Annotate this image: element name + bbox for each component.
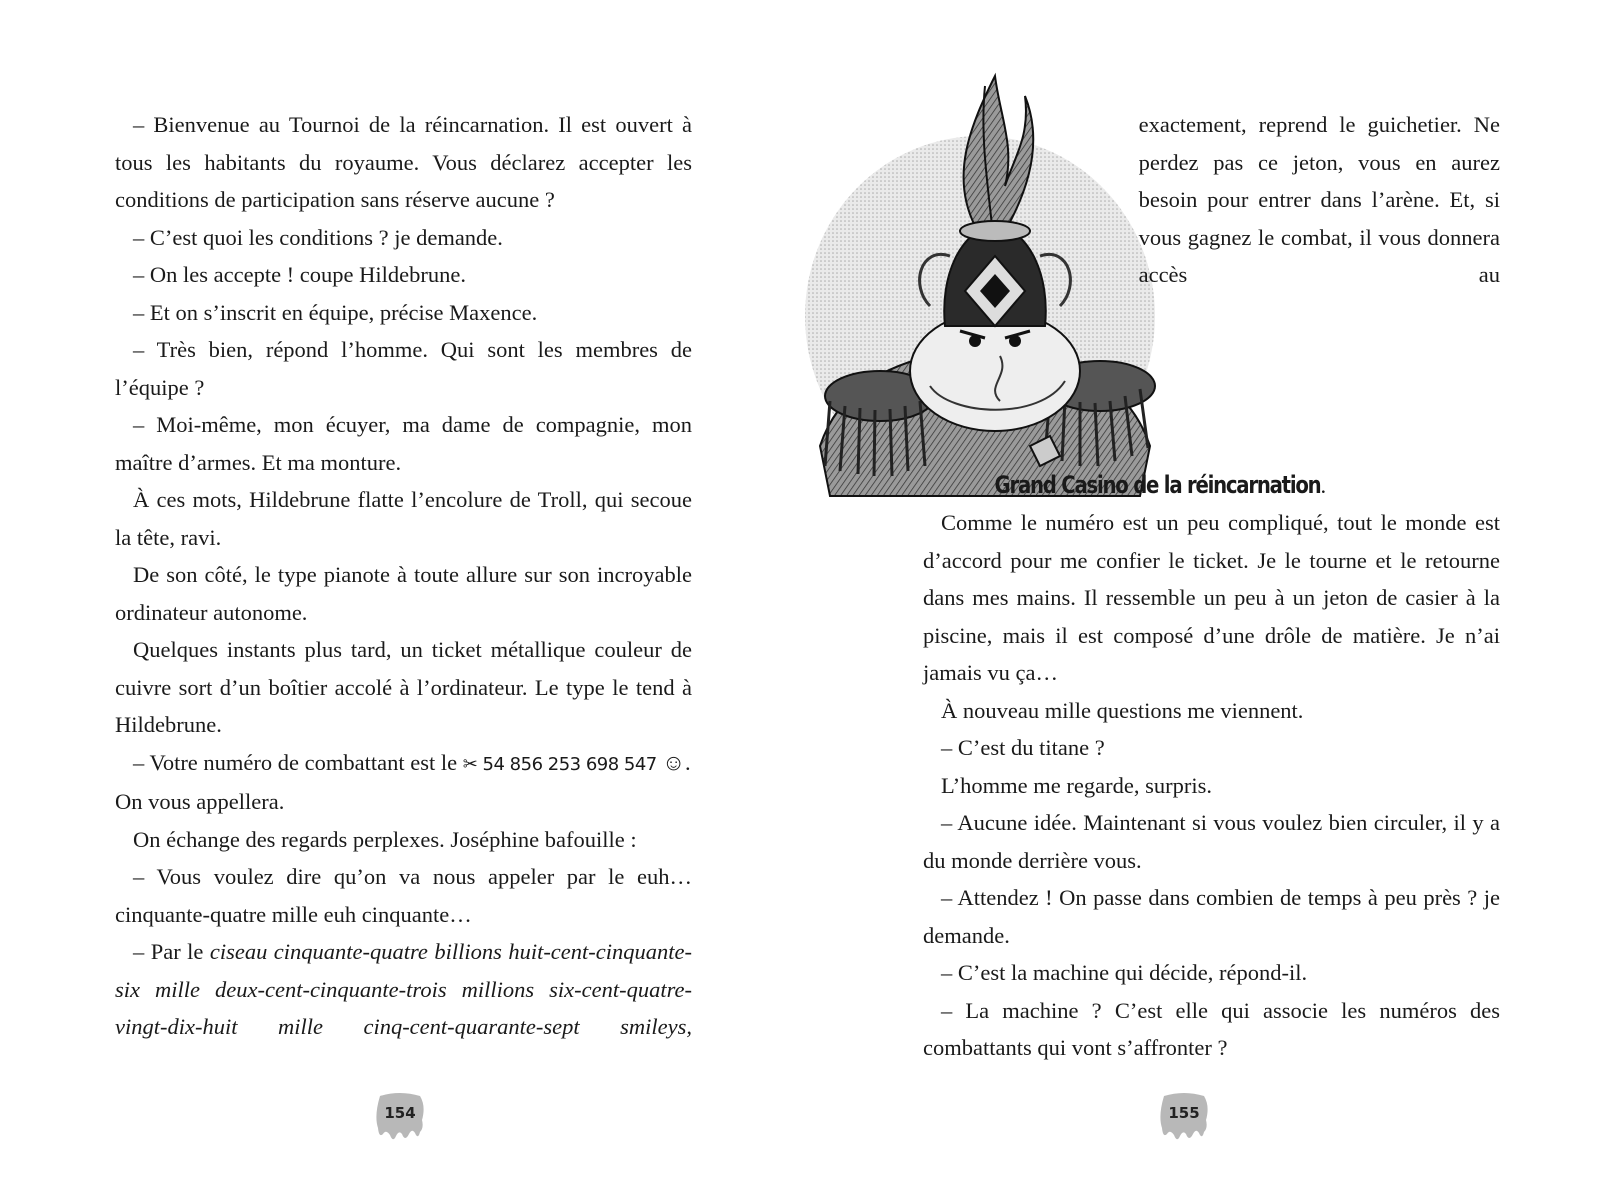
paragraph: – C’est du titane ? bbox=[941, 735, 1105, 760]
paragraph: De son côté, le type pianote à toute allure sur son incroyable ordinateur autonome. bbox=[115, 562, 692, 625]
ticket-prefix: – Votre numéro de combattant est le bbox=[133, 749, 463, 775]
paragraph: – La machine ? C’est elle qui associe les numéros des combattants qui vont s’affronter ? bbox=[923, 997, 1500, 1060]
ticket-number: 54 856 253 698 547 bbox=[477, 753, 662, 775]
left-page-text bbox=[115, 106, 692, 1046]
paragraph: À nouveau mille questions me viennent. bbox=[941, 697, 1304, 723]
smiley-icon: ☺ bbox=[661, 749, 685, 775]
paragraph: – Moi-même, mon écuyer, ma dame de compagnie, mon maître d’armes. Et ma monture. bbox=[115, 412, 692, 475]
paragraph-prefix: – Par le bbox=[133, 939, 210, 964]
plumed-guard-icon bbox=[800, 56, 1162, 496]
paragraph: – Très bien, répond l’homme. Qui sont les membres de l’équipe ? bbox=[115, 337, 692, 400]
ticket-paragraph bbox=[115, 744, 692, 784]
scissors-icon: ✂ bbox=[462, 753, 478, 775]
ticket-suffix: . bbox=[684, 749, 691, 775]
paragraph: Quelques instants plus tard, un ticket métallique couleur de cuivre sort d’un boîtier accolé à l’ordinateur. Le type le tend à Hildebrune. bbox=[115, 637, 692, 737]
paragraph: – On les accepte ! coupe Hildebrune. bbox=[133, 262, 466, 287]
paragraph: On vous appellera. bbox=[115, 789, 285, 814]
paragraph: À ces mots, Hildebrune flatte l’encolure de Troll, qui secoue la tête, ravi. bbox=[115, 487, 692, 550]
paragraph: – Aucune idée. Maintenant si vous voulez bien circuler, il y a du monde derrière vous. bbox=[923, 810, 1500, 873]
paragraph: L’homme me regarde, surpris. bbox=[941, 772, 1212, 798]
italic-paragraph bbox=[115, 933, 692, 1046]
page-number-badge bbox=[372, 1092, 428, 1144]
italic-number-text: ciseau cinquante-quatre billions huit-cent-cinquante-six mille deux-cent-cinquante-trois millions six-cent-quatre-vingt-dix-huit mille cinq-cent-quarante-sept smileys, bbox=[115, 939, 692, 1039]
paragraph: – Bienvenue au Tournoi de la réincarnation. Il est ouvert à tous les habitants du royaume. Vous déclarez accepter les conditions de participation sans réserve aucune ? bbox=[115, 112, 692, 212]
paragraph: – Attendez ! On passe dans combien de temps à peu près ? je demande. bbox=[923, 885, 1500, 948]
right-page-text bbox=[923, 106, 1500, 1067]
wrapped-paragraph-2 bbox=[923, 510, 1500, 685]
paragraph: – C’est quoi les conditions ? je demande. bbox=[133, 224, 503, 250]
paragraph: – C’est la machine qui décide, répond-il. bbox=[941, 960, 1308, 985]
casino-end: . bbox=[1320, 472, 1327, 498]
wrapped-text: exactement, reprend le guichetier. Ne perdez pas ce jeton, vous en aurez besoin pour entrer dans l’arène. Et, si vous gagnez le combat, il vous donnera accès au bbox=[1138, 112, 1500, 287]
wrapped-text-2: Comme le numéro est un peu compliqué, tout le monde est d’accord pour me confier le ticket. Je le tourne et le retourne dans mes mains. Il ressemble un peu à un jeton de casier à la piscine, mais il est composé d’une drôle de matière. Je n’ai jamais vu ça… bbox=[923, 510, 1500, 685]
page-number: 155 bbox=[1168, 1104, 1200, 1122]
guard-illustration bbox=[800, 56, 1162, 466]
page-number: 154 bbox=[384, 1104, 416, 1122]
paragraph: – Et on s’inscrit en équipe, précise Maxence. bbox=[133, 299, 538, 325]
casino-name: Grand Casino de la réincarnation bbox=[994, 470, 1321, 499]
paragraph: – Vous voulez dire qu’on va nous appeler par le euh… cinquante-quatre mille euh cinquante… bbox=[115, 864, 692, 927]
right-page bbox=[800, 0, 1600, 1200]
page-number-badge bbox=[1156, 1092, 1212, 1144]
paragraph: On échange des regards perplexes. Joséphine bafouille : bbox=[133, 826, 637, 852]
